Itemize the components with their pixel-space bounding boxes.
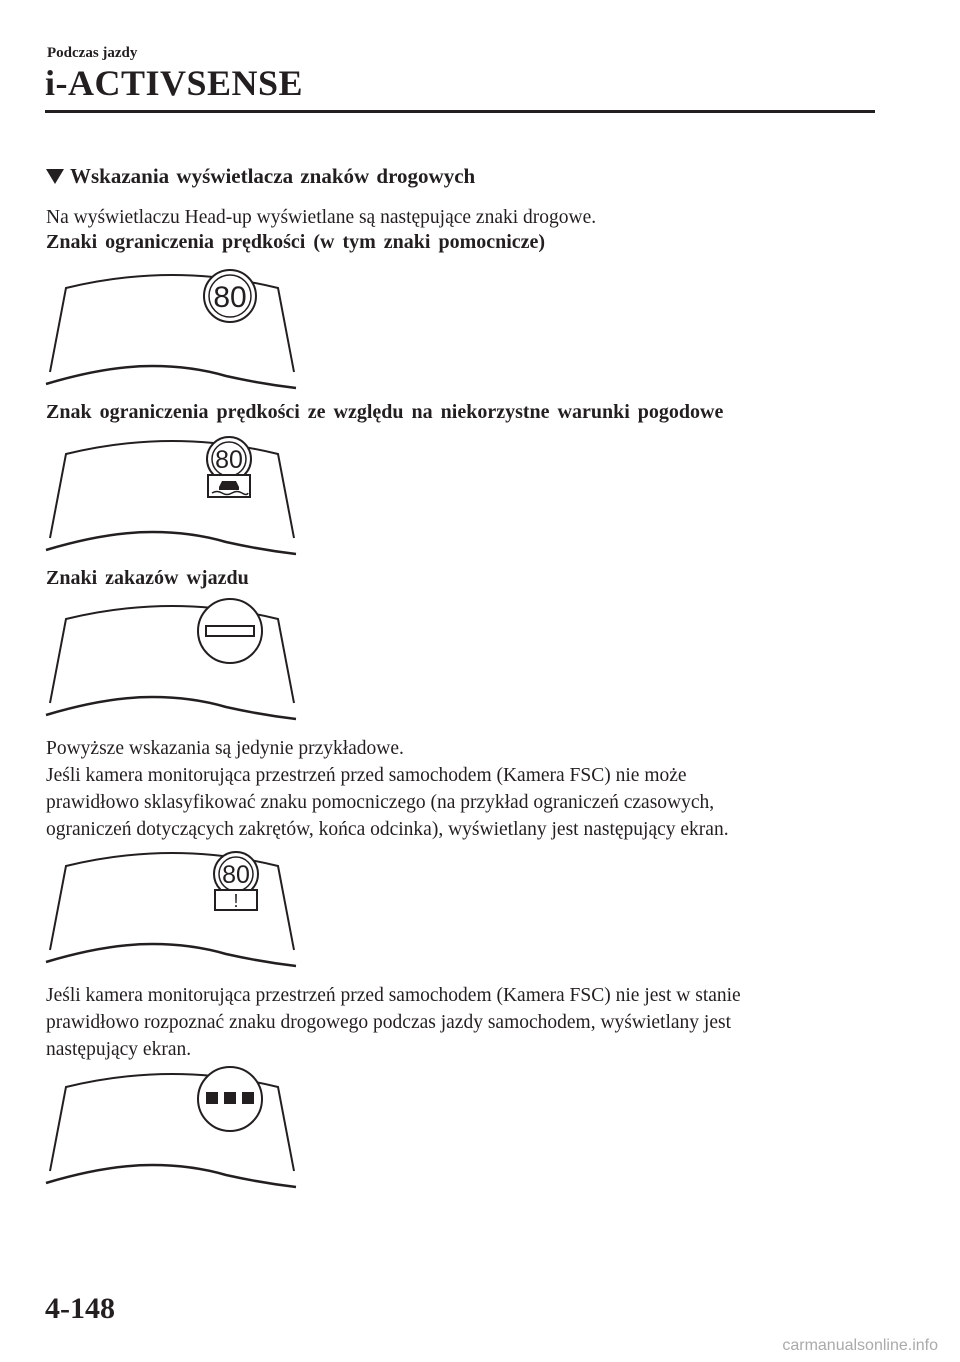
watermark: carmanualsonline.info: [782, 1337, 938, 1354]
speed-limit-heading: Znaki ograniczenia prędkości (w tym znaki pomocnicze): [46, 231, 546, 253]
unrecognized-sign-icon: [198, 1067, 262, 1131]
unclassified-mark: !: [233, 891, 239, 911]
note-line: prawidłowo sklasyfikować znaku pomocniczego (na przykład ograniczeń czasowych,: [46, 792, 715, 813]
hud-no-entry-figure: [44, 595, 300, 721]
note-line: prawidłowo rozpoznać znaku drogowego podczas jazdy samochodem, wyświetlany jest: [46, 1012, 731, 1033]
section-heading-text: Wskazania wyświetlacza znaków drogowych: [70, 164, 476, 188]
page-title: i-ACTIVSENSE: [45, 63, 304, 103]
speed-limit-sign-icon: [204, 270, 256, 322]
hud-speed-limit-figure: [44, 264, 300, 390]
section-heading: [46, 164, 475, 189]
weather-condition-icon: [208, 475, 250, 497]
note-line: Jeśli kamera monitorująca przestrzeń przed samochodem (Kamera FSC) nie może: [46, 765, 687, 786]
no-entry-heading: Znaki zakazów wjazdu: [46, 567, 249, 589]
note-line: następujący ekran.: [46, 1039, 192, 1060]
note-line: ograniczeń dotyczących zakrętów, końca odcinka), wyświetlany jest następujący ekran.: [46, 819, 729, 840]
intro-text: Na wyświetlaczu Head-up wyświetlane są następujące znaki drogowe.: [46, 207, 597, 228]
note-line: Powyższe wskazania są jedynie przykładowe.: [46, 738, 404, 759]
note-examples: [46, 735, 729, 843]
hud-unrecognized-figure: [44, 1063, 300, 1189]
speed-value: 80: [213, 281, 247, 314]
speed-value: 80: [215, 446, 243, 474]
hud-weather-limit-figure: [44, 430, 300, 556]
note-unrecognized: [46, 982, 741, 1063]
no-entry-sign-icon: [198, 599, 262, 663]
unrecognized-sign-icon: [215, 890, 257, 911]
breadcrumb: Podczas jazdy: [47, 45, 138, 61]
speed-value: 80: [222, 861, 250, 889]
hud-unclassified-figure: [44, 842, 300, 968]
section-triangle-icon: [46, 169, 64, 184]
weather-limit-heading: Znak ograniczenia prędkości ze względu na niekorzystne warunki pogodowe: [46, 401, 724, 423]
note-line: Jeśli kamera monitorująca przestrzeń przed samochodem (Kamera FSC) nie jest w stanie: [46, 985, 741, 1006]
page-number: 4-148: [45, 1292, 115, 1325]
header-divider: [45, 110, 875, 113]
